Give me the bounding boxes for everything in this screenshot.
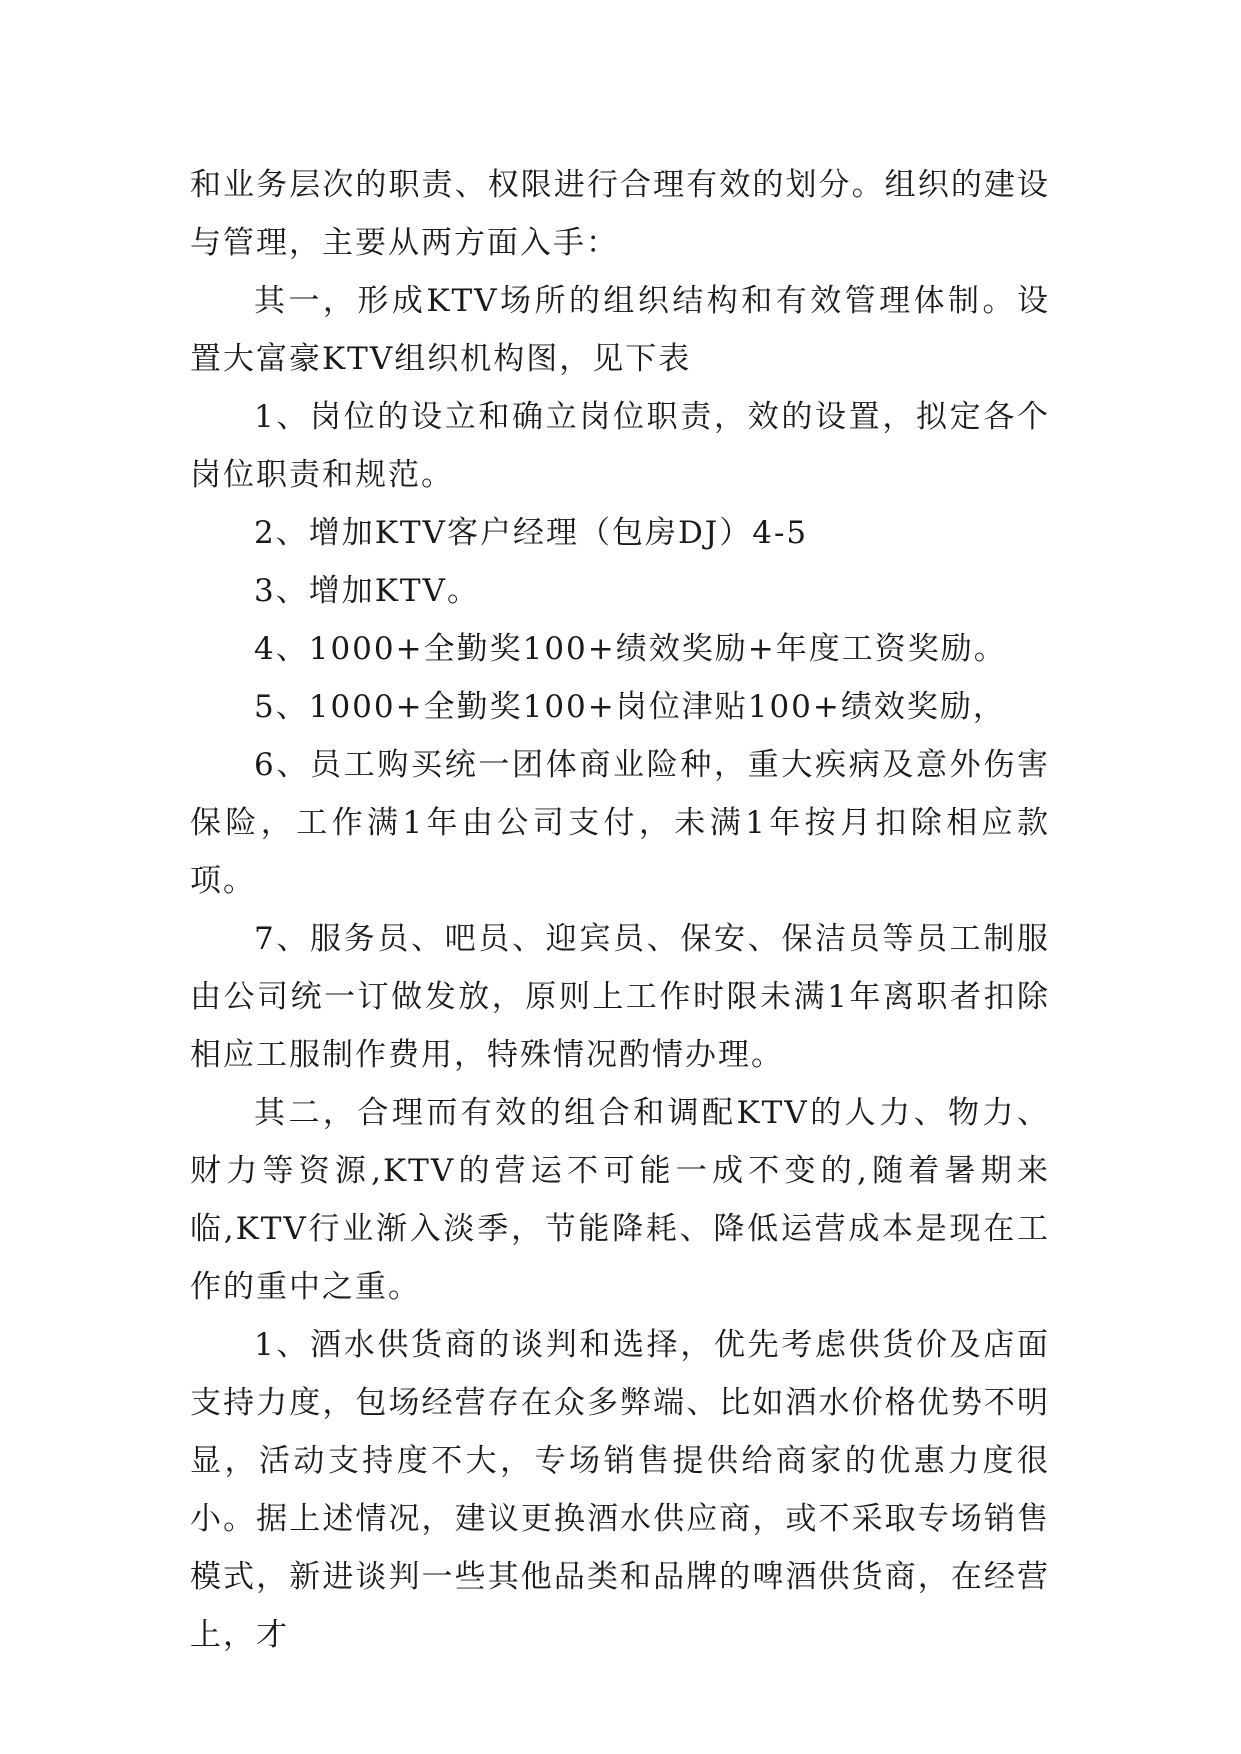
- paragraph: 6、员工购买统一团体商业险种，重大疾病及意外伤害保险，工作满1年由公司支付，未满1年按月扣除相应款项。: [190, 747, 1050, 899]
- paragraph: 5、1000+全勤奖100+岗位津贴100+绩效奖励，: [254, 689, 1006, 725]
- paragraph: 其二，合理而有效的组合和调配KTV的人力、物力、财力等资源,KTV的营运不可能一成不变的,随着暑期来临,KTV行业渐入淡季，节能降耗、降低运营成本是现在工作的重中之重。: [190, 1095, 1050, 1305]
- paragraph: 1、酒水供货商的谈判和选择，优先考虑供货价及店面支持力度，包场经营存在众多弊端、比如酒水价格优势不明显，活动支持度不大，专场销售提供给商家的优惠力度很小。据上述情况，建议更换酒水供应商，或不采取专场销售模式，新进谈判一些其他品类和品牌的啤酒供货商，在经营上，才: [190, 1327, 1050, 1653]
- paragraph: 和业务层次的职责、权限进行合理有效的划分。组织的建设与管理，主要从两方面入手：: [190, 167, 1050, 261]
- paragraph: 1、岗位的设立和确立岗位职责，效的设置，拟定各个岗位职责和规范。: [190, 399, 1050, 493]
- paragraph: 4、1000+全勤奖100+绩效奖励+年度工资奖励。: [254, 631, 1007, 667]
- document-body: [190, 156, 1050, 1664]
- paragraph: 其一，形成KTV场所的组织结构和有效管理体制。设置大富豪KTV组织机构图，见下表: [190, 283, 1050, 377]
- paragraph: 2、增加KTV客户经理（包房DJ）4-5: [254, 515, 809, 551]
- paragraph: 3、增加KTV。: [254, 573, 480, 609]
- paragraph: 7、服务员、吧员、迎宾员、保安、保洁员等员工制服由公司统一订做发放，原则上工作时限未满1年离职者扣除相应工服制作费用，特殊情况酌情办理。: [190, 921, 1050, 1073]
